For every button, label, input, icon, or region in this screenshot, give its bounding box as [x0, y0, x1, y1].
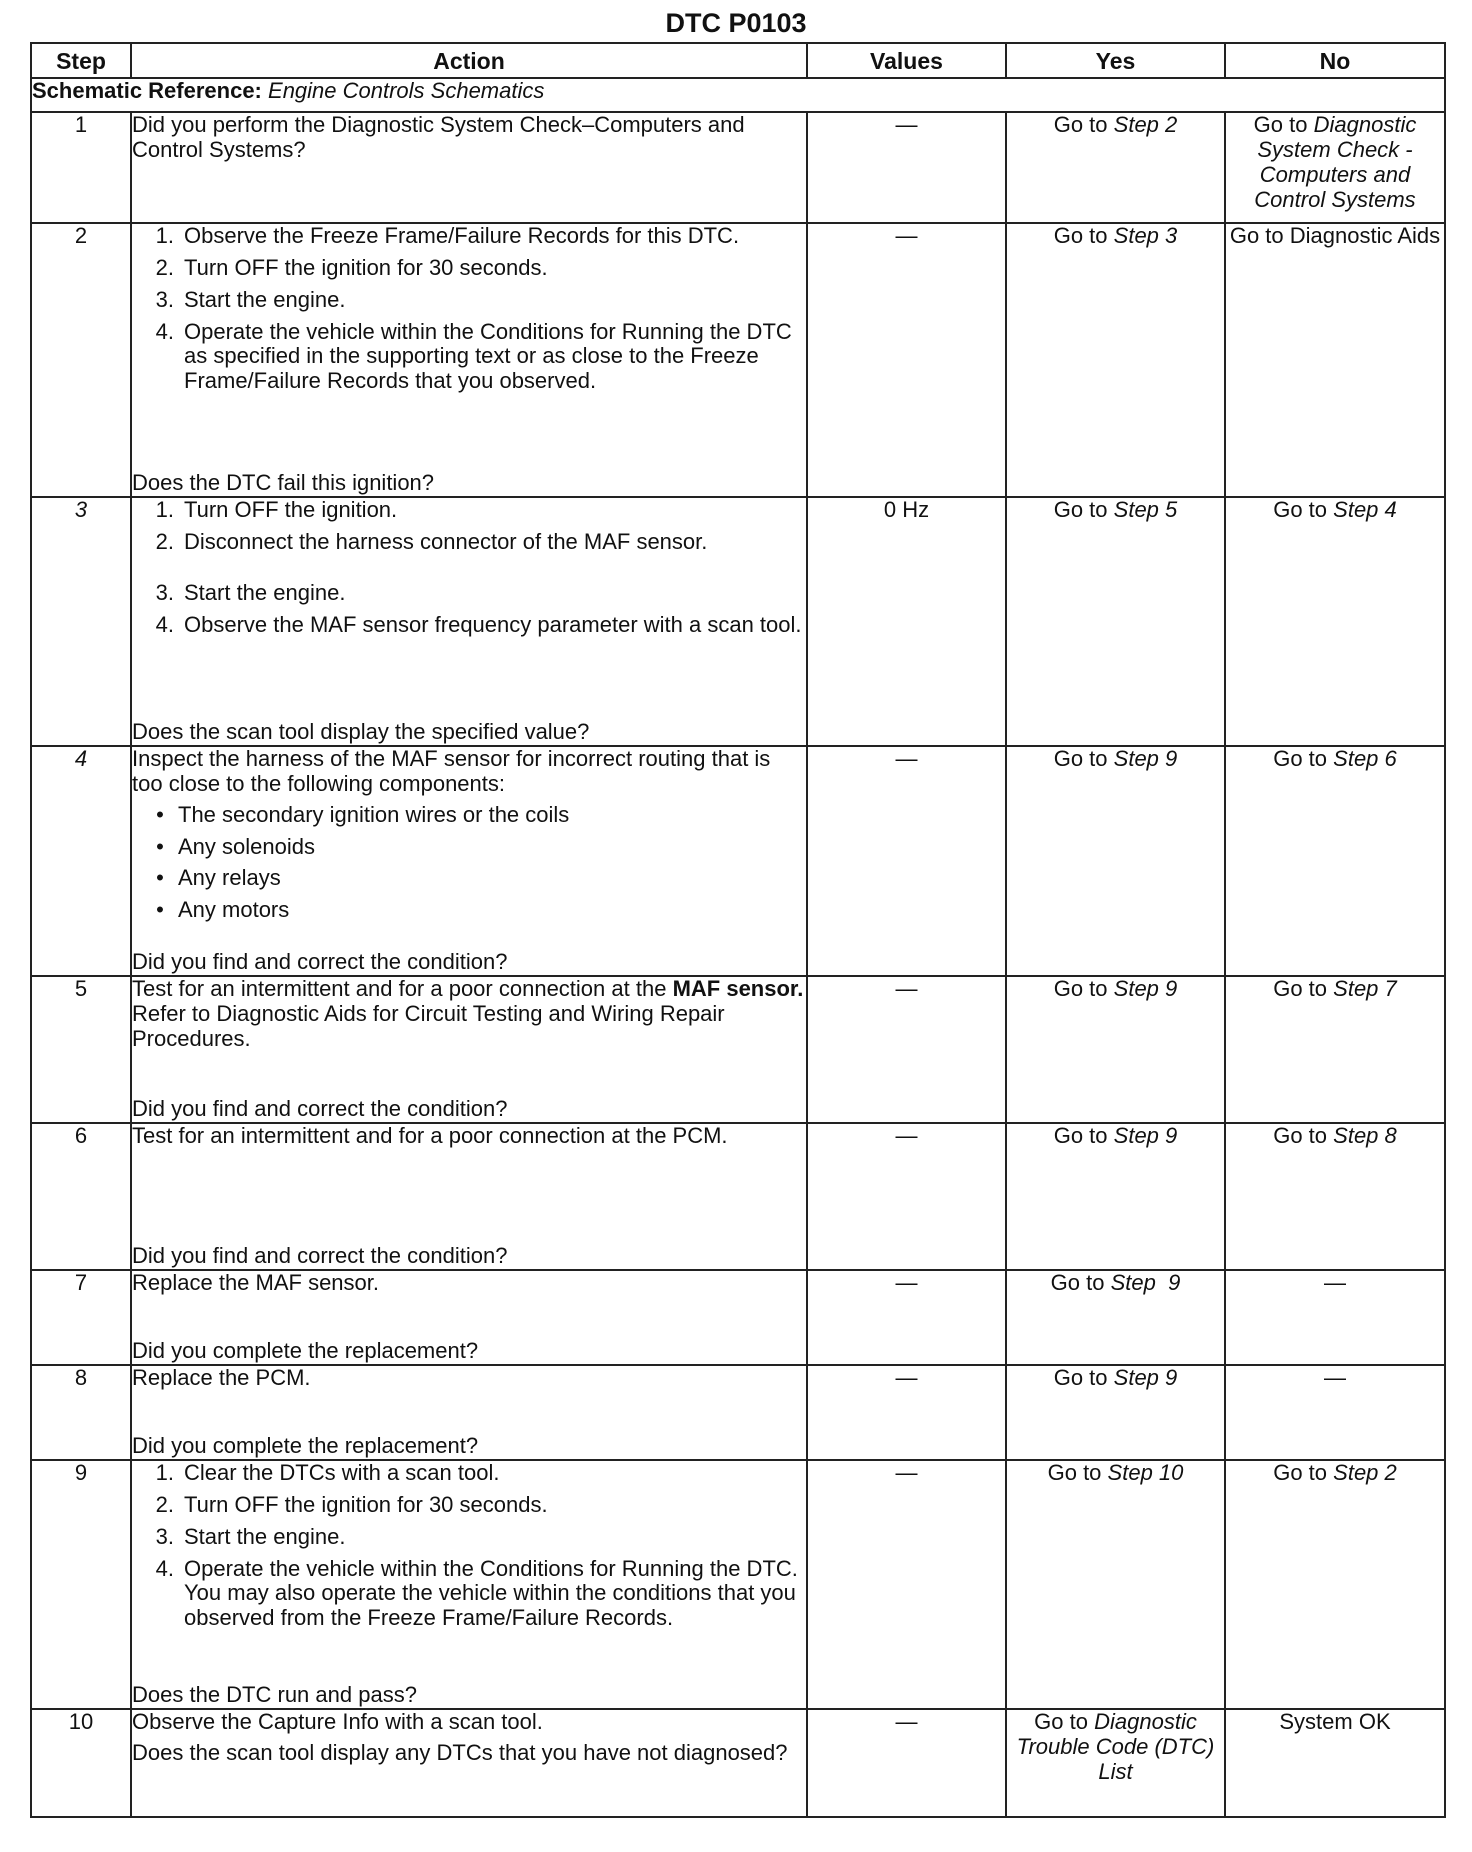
no-prefix: Go to [1273, 1460, 1328, 1485]
action-text: Did you perform the Diagnostic System Check–Computers and Control Systems? [132, 112, 745, 162]
no-prefix: Go to [1273, 746, 1328, 771]
action-question: Does the DTC fail this ignition? [132, 470, 435, 496]
step-value: — [807, 1365, 1006, 1460]
action-text: Test for an intermittent and for a poor connection at the MAF sensor. Refer to Diagnostic Aids for Circuit Testing and Wiring Repair Procedures. [132, 976, 804, 1051]
step-row-5 [31, 976, 1445, 1123]
action-list [132, 498, 806, 720]
step-number: 3 [31, 497, 131, 746]
action-text: Observe the Capture Info with a scan tool. [132, 1709, 543, 1734]
no-text: System OK [1279, 1709, 1391, 1734]
action-item: 3. Start the engine. [155, 286, 346, 312]
yes-step-ref: Step 3 [1113, 223, 1178, 248]
step-row-7 [31, 1270, 1445, 1365]
action-list [132, 747, 806, 950]
no-step-ref: Step 8 [1333, 1123, 1397, 1148]
header-step: Step [31, 43, 131, 78]
step-row-9 [31, 1460, 1445, 1709]
step-yes [1006, 497, 1225, 746]
action-item: 4. Operate the vehicle within the Conditions for Running the DTC. You may also operate the vehicle within the conditions that you observed from the Freeze Frame/Failure Records. [155, 1555, 798, 1631]
no-ref: Diagnostic System Check - Computers and Control Systems [1254, 112, 1417, 212]
yes-prefix: Go to [1053, 1365, 1108, 1390]
action-item: 2. Turn OFF the ignition for 30 seconds. [155, 1491, 548, 1517]
step-row-1 [31, 112, 1445, 223]
action-question: Did you find and correct the condition? [132, 949, 508, 975]
yes-prefix: Go to [1034, 1709, 1088, 1734]
action-item: 4. Observe the MAF sensor frequency parameter with a scan tool. [155, 611, 802, 637]
action-question: Does the scan tool display any DTCs that you have not diagnosed? [132, 1739, 788, 1765]
yes-step-ref: Step 9 [1110, 1270, 1181, 1295]
no-text: Go to Diagnostic Aids [1229, 223, 1441, 248]
header-row [31, 43, 1445, 78]
diagnostic-table [30, 42, 1446, 1818]
step-value: 0 Hz [807, 497, 1006, 746]
step-action [131, 497, 807, 746]
action-item: 2. Turn OFF the ignition for 30 seconds. [155, 254, 548, 280]
step-number: 2 [31, 223, 131, 497]
step-no [1225, 223, 1445, 497]
step-action [131, 1365, 807, 1460]
schematic-reference-label: Schematic Reference: [32, 78, 262, 103]
step-action [131, 976, 807, 1123]
yes-step-ref: Step 5 [1113, 497, 1178, 522]
action-question: Did you complete the replacement? [132, 1433, 479, 1459]
action-question: Did you find and correct the condition? [132, 1243, 508, 1269]
action-question: Does the DTC run and pass? [132, 1682, 417, 1708]
no-step-ref: Step 6 [1333, 746, 1397, 771]
header-yes: Yes [1006, 43, 1225, 78]
yes-prefix: Go to [1053, 746, 1108, 771]
action-bullet: • The secondary ignition wires or the coils [156, 801, 570, 827]
no-prefix: Go to [1273, 976, 1328, 1001]
action-item: 1. Turn OFF the ignition. [155, 497, 398, 522]
action-question: Does the scan tool display the specified value? [132, 719, 590, 745]
step-value: — [807, 223, 1006, 497]
header-no: No [1225, 43, 1445, 78]
step-yes [1006, 223, 1225, 497]
step-yes [1006, 1365, 1225, 1460]
no-prefix: Go to [1273, 1123, 1328, 1148]
no-prefix: Go to [1253, 112, 1308, 137]
schematic-reference-value: Engine Controls Schematics [268, 78, 545, 103]
step-action [131, 1460, 807, 1709]
action-item: 1. Clear the DTCs with a scan tool. [155, 1460, 500, 1485]
step-row-8 [31, 1365, 1445, 1460]
step-yes [1006, 1709, 1225, 1817]
step-action [131, 1123, 807, 1270]
yes-prefix: Go to [1047, 1460, 1102, 1485]
document-title: DTC P0103 [665, 8, 807, 38]
step-no [1225, 976, 1445, 1123]
step-action [131, 223, 807, 497]
step-row-4 [31, 746, 1445, 976]
step-yes [1006, 1123, 1225, 1270]
step-action [131, 1270, 807, 1365]
step-action [131, 1709, 807, 1817]
step-value: — [807, 112, 1006, 223]
yes-step-ref: Step 9 [1113, 746, 1178, 771]
action-list [132, 1461, 806, 1683]
schematic-reference [31, 78, 1445, 112]
no-step-ref: Step 2 [1333, 1460, 1397, 1485]
action-bullet: • Any solenoids [156, 833, 315, 859]
yes-step-ref: Step 10 [1107, 1460, 1184, 1485]
step-row-2 [31, 223, 1445, 497]
step-number: 6 [31, 1123, 131, 1270]
header-action: Action [131, 43, 807, 78]
step-row-3 [31, 497, 1445, 746]
step-yes [1006, 1270, 1225, 1365]
step-no [1225, 497, 1445, 746]
action-text: Replace the MAF sensor. [132, 1270, 380, 1295]
yes-prefix: Go to [1053, 976, 1108, 1001]
action-list [132, 224, 806, 471]
step-value: — [807, 1123, 1006, 1270]
step-yes [1006, 976, 1225, 1123]
step-value: — [807, 746, 1006, 976]
yes-prefix: Go to [1053, 1123, 1108, 1148]
yes-prefix: Go to [1050, 1270, 1105, 1295]
step-number: 10 [31, 1709, 131, 1817]
header-values: Values [807, 43, 1006, 78]
step-row-6 [31, 1123, 1445, 1270]
step-action [131, 746, 807, 976]
step-no [1225, 112, 1445, 223]
step-number: 1 [31, 112, 131, 223]
action-text: Replace the PCM. [132, 1365, 311, 1390]
step-value: — [807, 1270, 1006, 1365]
action-item: 2. Disconnect the harness connector of the MAF sensor. [155, 528, 708, 554]
yes-step-ref: Step 9 [1113, 976, 1178, 1001]
step-no [1225, 1709, 1445, 1817]
yes-prefix: Go to [1053, 497, 1108, 522]
step-no [1225, 1460, 1445, 1709]
step-row-10 [31, 1709, 1445, 1817]
action-bullet: • Any motors [156, 897, 290, 923]
step-value: — [807, 1709, 1006, 1817]
step-number: 7 [31, 1270, 131, 1365]
schematic-reference-row [31, 78, 1445, 112]
step-number: 8 [31, 1365, 131, 1460]
yes-ref: Diagnostic Trouble Code (DTC) List [1016, 1709, 1215, 1784]
action-question: Did you find and correct the condition? [132, 1096, 508, 1122]
step-no [1225, 746, 1445, 976]
action-text: Test for an intermittent and for a poor connection at the PCM. [132, 1123, 728, 1148]
no-step-ref: Step 4 [1333, 497, 1397, 522]
step-value: — [807, 976, 1006, 1123]
step-action [131, 112, 807, 223]
no-step-ref: Step 7 [1333, 976, 1397, 1001]
action-bullet: • Any relays [156, 865, 281, 891]
yes-prefix: Go to [1053, 223, 1108, 248]
step-no [1225, 1123, 1445, 1270]
yes-step-ref: Step 9 [1113, 1123, 1178, 1148]
step-number: 9 [31, 1460, 131, 1709]
yes-prefix: Go to [1053, 112, 1108, 137]
step-yes [1006, 112, 1225, 223]
action-question: Did you complete the replacement? [132, 1338, 479, 1364]
step-yes [1006, 746, 1225, 976]
step-value: — [807, 1460, 1006, 1709]
step-number: 4 [31, 746, 131, 976]
no-prefix: Go to [1273, 497, 1328, 522]
action-item: 3. Start the engine. [155, 1523, 346, 1549]
action-intro: Inspect the harness of the MAF sensor for incorrect routing that is too close to the following components: [132, 746, 771, 796]
yes-step-ref: Step 9 [1113, 1365, 1178, 1390]
step-no: — [1225, 1270, 1445, 1365]
step-yes [1006, 1460, 1225, 1709]
action-item: 3. Start the engine. [155, 579, 346, 605]
step-no: — [1225, 1365, 1445, 1460]
action-item: 4. Operate the vehicle within the Conditions for Running the DTC as specified in the supporting text or as close to the Freeze Frame/Failure Records that you observed. [155, 318, 792, 394]
yes-step-ref: Step 2 [1113, 112, 1178, 137]
action-item: 1. Observe the Freeze Frame/Failure Records for this DTC. [155, 223, 740, 248]
step-number: 5 [31, 976, 131, 1123]
